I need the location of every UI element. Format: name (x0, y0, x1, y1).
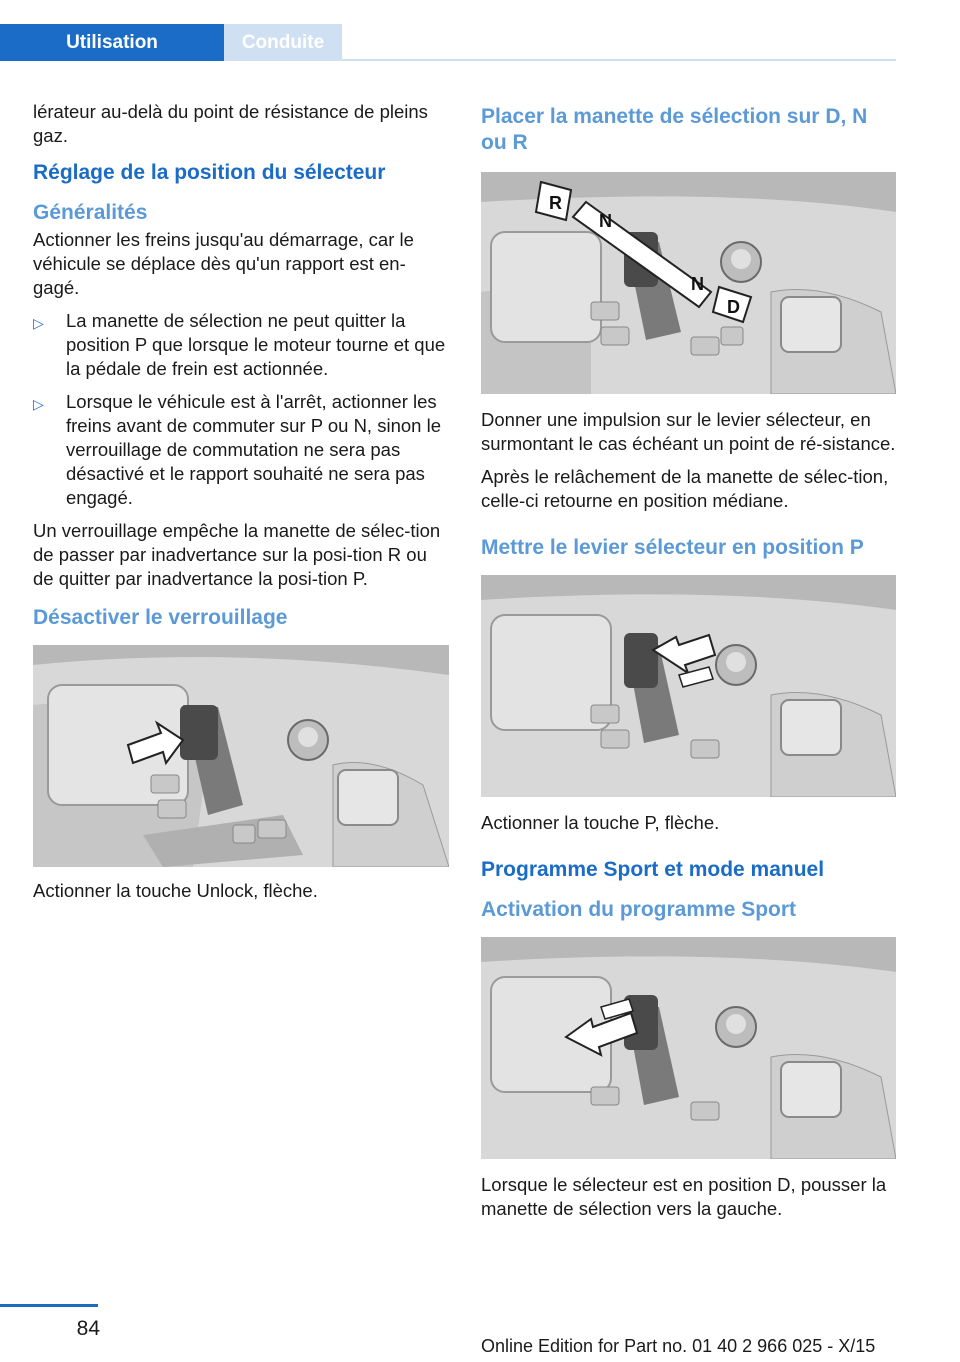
bullet-list (33, 309, 449, 510)
tab-utilisation[interactable]: Utilisation (0, 24, 224, 61)
caption-unlock: Actionner la touche Unlock, flèche. (33, 880, 318, 901)
intro-text: lérateur au-delà du point de résistance de pleins gaz. (33, 101, 428, 146)
heading-selector-position: Réglage de la position du sélecteur (33, 161, 386, 184)
figure-park (481, 575, 896, 797)
caption-park: Actionner la touche P, flèche. (481, 812, 720, 833)
tab-conduite[interactable]: Conduite (224, 24, 342, 61)
figure-unlock (33, 645, 449, 867)
label-d: D (727, 297, 740, 317)
footer-rule (0, 1304, 98, 1307)
triangle-bullet-icon: ▷ (33, 396, 44, 412)
list-item: ▷ Lorsque le véhicule est à l'arrêt, actionner les freins avant de commuter sur P ou N, sinon le verrouillage de commutation ne sera pas désactivé et le rapport souhaité ne sera pas engagé. (33, 391, 441, 508)
heading-sport-manual: Programme Sport et mode manuel (481, 858, 825, 881)
left-column (33, 100, 449, 912)
header (0, 0, 960, 62)
heading-select-dnr: Placer la manette de sélection sur D, N ou R (481, 105, 868, 154)
general-text: Actionner les freins jusqu'au démarrage, car le véhicule se déplace dès qu'un rapport est en-gagé. (33, 229, 414, 298)
label-n-lower: N (691, 274, 704, 294)
label-r: R (549, 193, 562, 213)
caption-sport: Lorsque le sélecteur est en position D, pousser la manette de sélection vers la gauche. (481, 1174, 887, 1219)
label-n-upper: N (599, 211, 612, 231)
heading-park: Mettre le levier sélecteur en position P (481, 536, 864, 559)
dnr-text-2: Après le relâchement de la manette de sélec-tion, celle-ci retourne en position médiane. (481, 466, 889, 511)
page-number: 84 (76, 1317, 100, 1340)
lock-text: Un verrouillage empêche la manette de sélec-tion de passer par inadvertance sur la posi-tion R ou de quitter par inadvertance la posi-tion P. (33, 520, 441, 589)
figure-sport (481, 937, 896, 1159)
triangle-bullet-icon: ▷ (33, 315, 44, 331)
edition-text: Online Edition for Part no. 01 40 2 966 025 - X/15 (481, 1336, 876, 1356)
heading-unlock: Désactiver le verrouillage (33, 606, 288, 629)
figure-dnr (481, 172, 896, 394)
header-rule (224, 59, 896, 61)
dnr-text-1: Donner une impulsion sur le levier sélecteur, en surmontant le cas échéant un point de ré-sistance. (481, 409, 896, 454)
list-item: ▷ La manette de sélection ne peut quitter la position P que lorsque le moteur tourne et que la pédale de frein est actionnée. (33, 310, 446, 379)
right-column (481, 104, 896, 1230)
heading-sport-activation: Activation du programme Sport (481, 898, 797, 921)
heading-general: Généralités (33, 201, 148, 224)
